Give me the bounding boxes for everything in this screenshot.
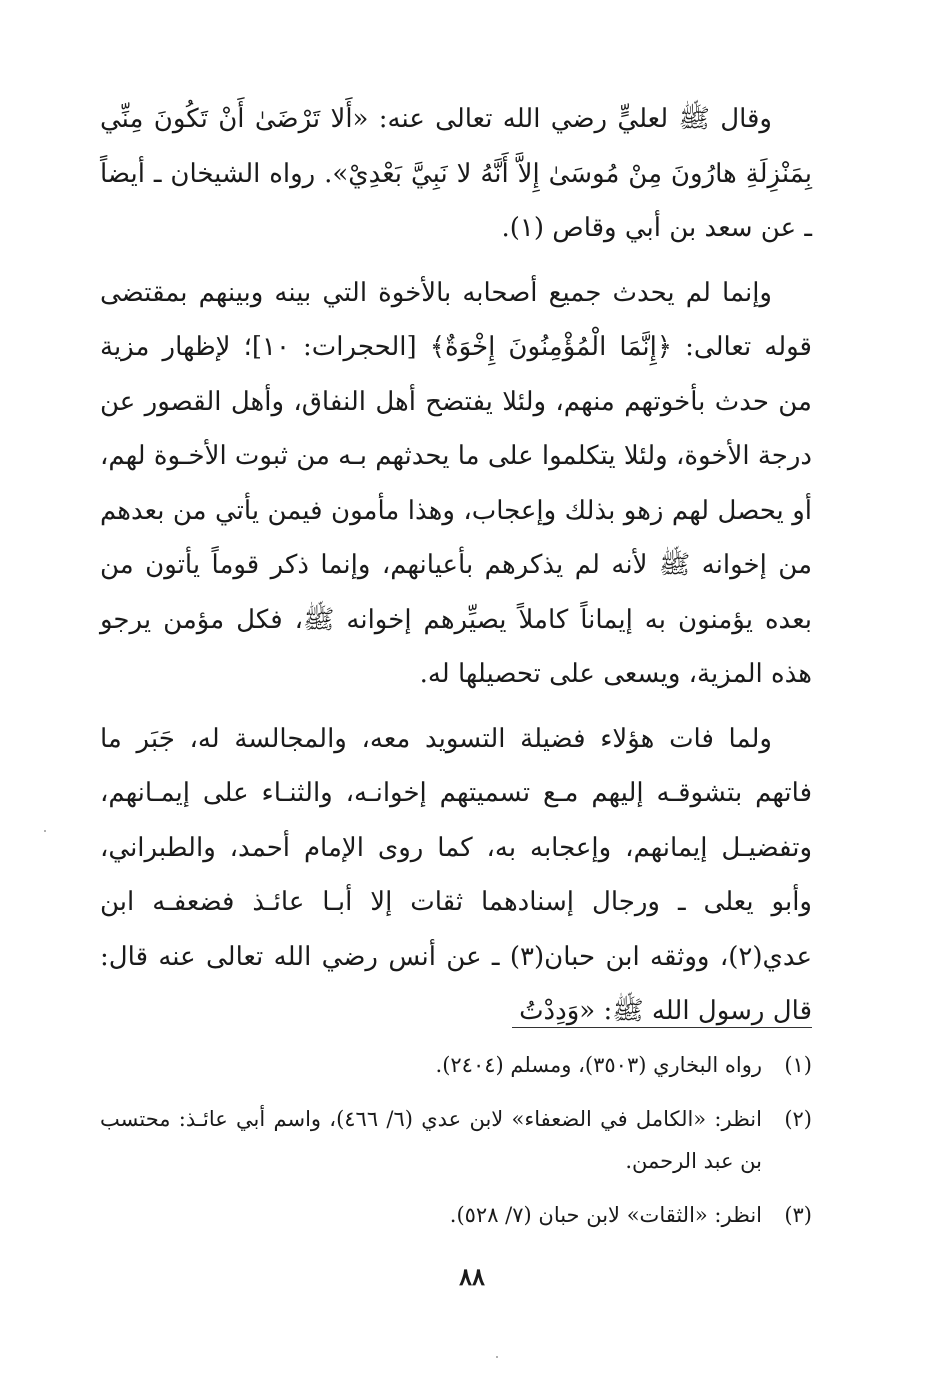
footnote-divider [512,1027,812,1028]
footnote-1 [100,1044,812,1086]
footnotes [100,1044,812,1248]
scan-speck [44,830,46,832]
footnote-number: (٣) [784,1203,812,1227]
paragraph-2: وإنما لم يحدث جميع أصحابه بالأخوة التي بينه وبينهم بمقتضى قوله تعالى: ﴿إِنَّمَا الْمُؤْمِنُونَ إِخْوَةٌ﴾ [الحجرات: ١٠]؛ لإظهار مزية من حدث بأخوتهم منهم، ولئلا يفتضح أهل النفاق، وأهل القصور عن درجة الأخوة، ولئلا يتكلموا على ما يحدثهم بـه من ثبوت الأخـوة لهم، أو يحصل لهم زهو بذلك وإعجاب، وهذا مأمون فيمن يأتي من بعدهم من إخوانه ﷺ لأنه لم يذكرهم بأعيانهم، وإنما ذكر قوماً يأتون من بعده يؤمنون به إيماناً كاملاً يصيِّرهم إخوانه ﷺ، فكل مؤمن يرجو هذه المزية، ويسعى على تحصيلها له. [100,277,812,689]
footnote-number: (١) [784,1053,812,1077]
footnote-text: رواه البخاري (٣٥٠٣)، ومسلم (٢٤٠٤). [435,1053,762,1077]
footnote-text: انظر: «الثقات» لابن حبان (٧/ ٥٢٨). [449,1203,762,1227]
main-text [100,92,812,1049]
footnote-3 [100,1194,812,1236]
page-number: ٨٨ [459,1262,485,1291]
footnote-text: انظر: «الكامل في الضعفاء» لابن عدي (٦/ ٤٦٦)، واسم أبي عائـذ: محتسب بن عبد الرحمن. [100,1107,762,1173]
footnote-2 [100,1098,812,1182]
paragraph-1: وقال ﷺ لعليٍّ رضي الله تعالى عنه: «أَلا تَرْضَىٰ أَنْ تَكُونَ مِنِّي بِمَنْزِلَةِ هارُونَ مِنْ مُوسَىٰ إِلاَّ أَنَّهُ لا نَبِيَّ بَعْدِيْ». رواه الشيخان ـ أيضاً ـ عن سعد بن أبي وقاص (١). [100,104,812,243]
footnote-number: (٢) [784,1107,812,1131]
paragraph-3: ولما فات هؤلاء فضيلة التسويد معه، والمجالسة له، جَبَر ما فاتهم بتشوقـه إليهم مـع تسميتهم إخوانـه، والثنـاء على إيمـانهم، وتفضيـل إيمانهم، وإعجابه به، كما روى الإمام أحمد، والطبراني، وأبو يعلى ـ ورجال إسنادهما ثقات إلا أبـا عائـذ فضعفـه ابن عدي(٢)، ووثقه ابن حبان(٣) ـ عن أنس رضي الله تعالى عنه قال: قال رسول الله ﷺ: «وَدِدْتُ [100,723,812,1026]
scan-speck [496,1356,498,1358]
